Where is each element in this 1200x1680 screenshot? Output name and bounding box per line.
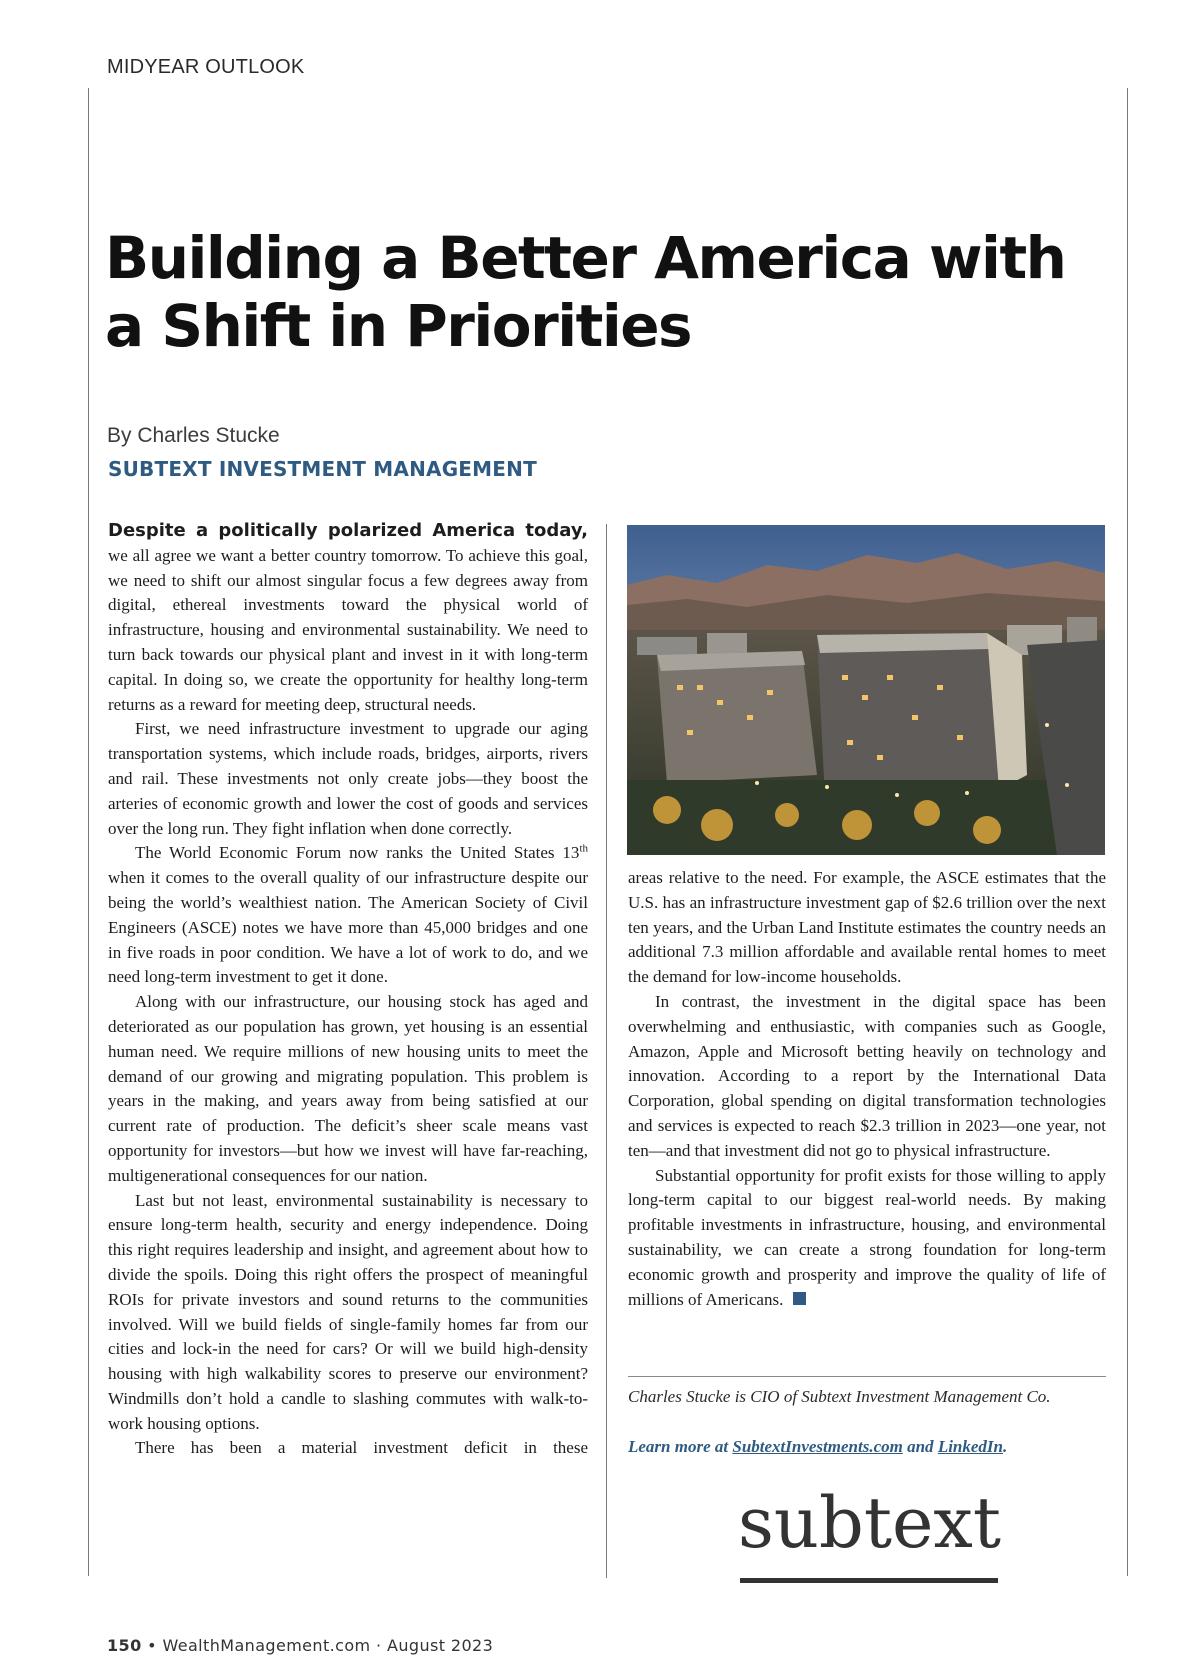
learn-more-prefix: Learn more at (628, 1437, 733, 1456)
learn-more-middle: and (902, 1437, 938, 1456)
article-headline: Building a Better America with a Shift in Priorities (105, 224, 1066, 360)
ordinal-suffix: th (579, 842, 588, 855)
linkedin-link[interactable]: LinkedIn (937, 1437, 1003, 1456)
paragraph-4: Along with our infrastructure, our housing stock has aged and deteriorated as our population has grown, yet housing is an essential human need. We require millions of new housing units to meet the demand of our growing and migrating population. This problem is years in the making, and years away from being satisfied at our current rate of production. The deficit’s sheer scale means vast opportunity for investors—but how we invest will have far-reaching, multigenerational consequences for our nation. (108, 992, 588, 1185)
paragraph-1 (108, 519, 588, 717)
subtext-website-link[interactable]: SubtextInvestments.com (732, 1437, 903, 1456)
paragraph-7: In contrast, the investment in the digital space has been overwhelming and enthusiastic, with companies such as Google, Amazon, Apple and Microsoft betting heavily on technology and innovation. According to a report by the International Data Corporation, global spending on digital transformation technologies and services is expected to reach $2.3 trillion in 2023—one year, not ten—and that investment did not go to physical infrastructure. (628, 991, 1106, 1160)
column-divider (606, 524, 607, 1578)
paragraph-6-start: There has been a material investment deficit in these (135, 1438, 588, 1458)
city-aerial-photo (627, 525, 1105, 855)
author-bio: Charles Stucke is CIO of Subtext Investment Management Co. (628, 1387, 1051, 1406)
footer-site: WealthManagement.com (162, 1636, 371, 1655)
learn-more-suffix: . (1003, 1437, 1008, 1456)
learn-more (628, 1437, 1106, 1457)
paragraph-3-text-a: The World Economic Forum now ranks the United States 13 (135, 843, 580, 863)
paragraph-2: First, we need infrastructure investment to upgrade our aging transportation systems, which include roads, bridges, airports, rivers and rail. These investments not only create jobs—they boost the arteries of economic growth and lower the cost of goods and services over the long run. They fight inflation when done correctly. (108, 719, 588, 838)
bio-divider (628, 1376, 1106, 1377)
article-column-right (628, 866, 1106, 1312)
company-name: SUBTEXT INVESTMENT MANAGEMENT (108, 457, 537, 481)
paragraph-5: Last but not least, environmental sustainability is necessary to ensure long-term health, security and energy independence. Doing this right requires leadership and insight, and agreement about how to divide the spoils. Doing this right offers the prospect of meaningful ROIs for private investors and sound returns to the communities involved. Will we build fields of single-family homes far from our cities and lock-in the need for cars? Or will we build high-density housing with high walkability scores to preserve our environment? Windmills don’t hold a candle to slashing commutes with walk-to-work housing options. (108, 1190, 588, 1433)
byline: By Charles Stucke (107, 424, 280, 447)
right-border-rule (1127, 88, 1128, 1576)
footer-date: August 2023 (387, 1636, 494, 1655)
page-footer (107, 1636, 493, 1655)
end-mark-icon (793, 1292, 806, 1305)
subtext-logo: subtext (738, 1482, 1001, 1564)
paragraph-3 (108, 841, 588, 990)
article-column-left (108, 519, 588, 1461)
logo-underline (740, 1578, 998, 1583)
paragraph-6-continued: areas relative to the need. For example, the ASCE estimates that the U.S. has an infrastructure investment gap of $2.6 trillion over the next ten years, and the Urban Land Institute estimates the country needs an additional 7.3 million affordable and available rental homes to meet the demand for low-income households. (628, 868, 1106, 987)
left-border-rule (88, 88, 89, 1576)
paragraph-8-text: Substantial opportunity for profit exists for those willing to apply long-term capital to our biggest real-world needs. By making profitable investments in infrastructure, housing, and environmental sustainability, we can create a strong foundation for long-term economic growth and prosperity and improve the quality of life of millions of Americans. (628, 1165, 1106, 1309)
paragraph-1-text: we all agree we want a better country tomorrow. To achieve this goal, we need to shift our almost singular focus a few degrees away from digital, ethereal investments toward the physical world of infrastructure, housing and environmental sustainability. We need to turn back towards our physical plant and invest in it with long-term capital. In doing so, we create the opportunity for healthy long-term returns as a reward for meeting deep, structural needs. (108, 545, 588, 714)
footer-bullet: • (147, 1636, 157, 1655)
lead-in: Despite a politically polarized America today, (108, 520, 588, 541)
page-number: 150 (107, 1636, 142, 1655)
footer-separator: · (376, 1636, 382, 1655)
paragraph-3-text-b: when it comes to the overall quality of our infrastructure despite our being the world’s wealthiest nation. The American Society of Civil Engineers (ASCE) notes we have more than 45,000 bridges and one in five roads in poor condition. We have a lot of work to do, and we need long-term investment to get it done. (108, 868, 588, 987)
section-label: MIDYEAR OUTLOOK (107, 56, 305, 78)
paragraph-8 (628, 1164, 1106, 1313)
